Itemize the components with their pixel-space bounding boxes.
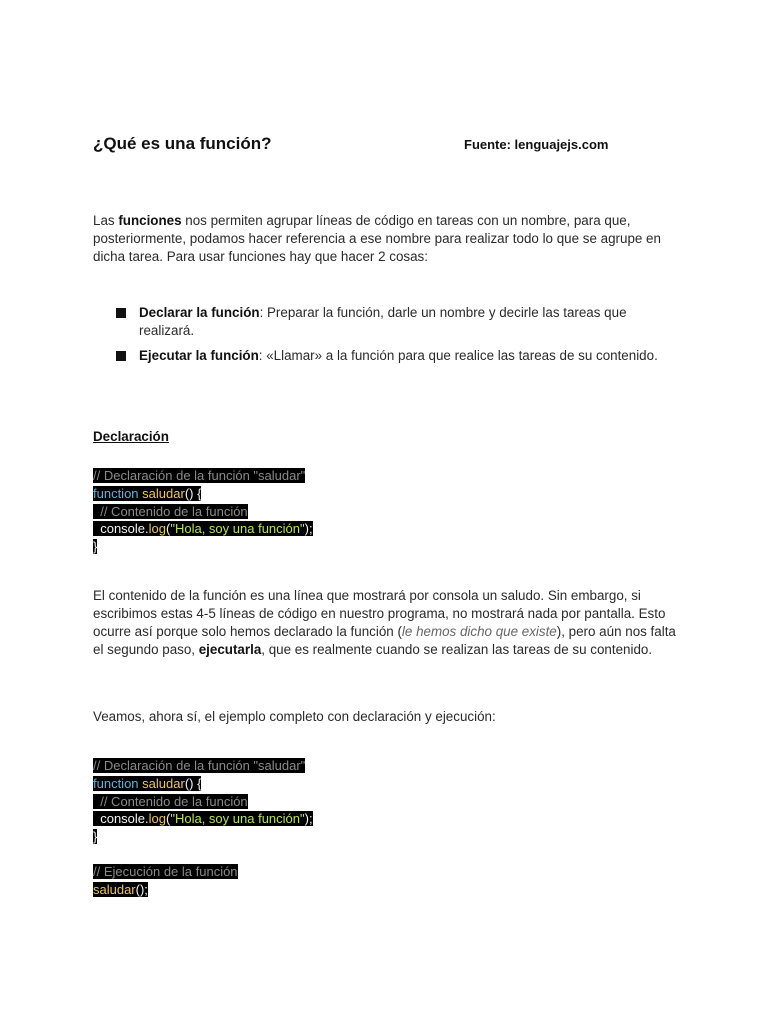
explanation-text-3: , que es realmente cuando se realizan las tareas de su contenido. [261, 642, 653, 657]
code-comment: // Declaración de la función "saludar" [93, 758, 306, 773]
code-inner-comment: // Contenido de la función [93, 503, 248, 519]
code-closing-brace: } [93, 539, 98, 555]
code-console-method: log [148, 521, 167, 537]
code-function-call: saludar [93, 881, 136, 897]
code-keyword: function [93, 775, 139, 791]
code-open-paren: ( [166, 521, 171, 537]
example-intro: Veamos, ahora sí, el ejemplo completo con declaración y ejecución: [93, 709, 496, 724]
page-title: ¿Qué es una función? [93, 134, 272, 153]
code-keyword: function [93, 485, 139, 501]
intro-paragraph [93, 212, 683, 266]
intro-bold: funciones [118, 213, 182, 228]
explanation-italic: le hemos dicho que existe [401, 624, 557, 639]
declaration-heading: Declaración [93, 429, 169, 444]
explanation-bold: ejecutarla [198, 642, 262, 657]
code-closing-brace: } [93, 829, 98, 845]
intro-text-2: nos permiten agrupar líneas de código en tareas con un nombre, para que, posteriormente, podamos hacer referencia a ese nombre para realizar todo lo que se agrupe en dicha tarea. Para usar funciones hay que hacer 2 cosas: [93, 213, 661, 264]
code-console-object: console. [93, 521, 149, 537]
code-block-execution [93, 863, 238, 899]
explanation-text-1: El contenido de la función es una línea que mostrará por consola un saludo. Sin embargo, si escribimos estas 4-5 líneas de código en nuestro programa, no mostrará nada por pantalla. Esto ocurre así porque solo hemos declarado la función ( [93, 588, 666, 639]
code-close-paren: ); [304, 811, 313, 827]
code-paren: () { [184, 485, 202, 501]
code-string: "Hola, soy una función" [170, 521, 305, 537]
list-item [116, 347, 676, 365]
bullet-square-icon [116, 351, 126, 361]
explanation-text-2: ), pero aún nos falta el segundo paso, [93, 624, 676, 657]
code-function-name: saludar [142, 775, 185, 791]
code-paren: () { [184, 775, 202, 791]
code-comment: // Ejecución de la función [93, 864, 238, 879]
code-block-declaration [93, 467, 313, 556]
code-call-parens: (); [135, 881, 148, 897]
code-string: "Hola, soy una función" [170, 811, 305, 827]
bullet-square-icon [116, 308, 126, 318]
bullet-text: : Preparar la función, darle un nombre y decirle las tareas que realizará. [139, 305, 627, 338]
code-console-object: console. [93, 811, 149, 827]
bullet-list [116, 304, 676, 372]
code-function-name: saludar [142, 485, 185, 501]
bullet-term: Declarar la función [139, 305, 260, 320]
source-label: Fuente: lenguajejs.com [464, 137, 609, 152]
explanation-paragraph [93, 587, 683, 659]
bullet-text: : «Llamar» a la función para que realice las tareas de su contenido. [258, 348, 658, 363]
code-close-paren: ); [304, 521, 313, 537]
bullet-term: Ejecutar la función [139, 348, 259, 363]
code-comment: // Declaración de la función "saludar" [93, 468, 306, 483]
code-console-method: log [148, 811, 167, 827]
code-inner-comment: // Contenido de la función [93, 793, 248, 809]
code-block-full-example [93, 757, 313, 846]
list-item [116, 304, 676, 340]
code-open-paren: ( [166, 811, 171, 827]
intro-text-1: Las [93, 213, 119, 228]
